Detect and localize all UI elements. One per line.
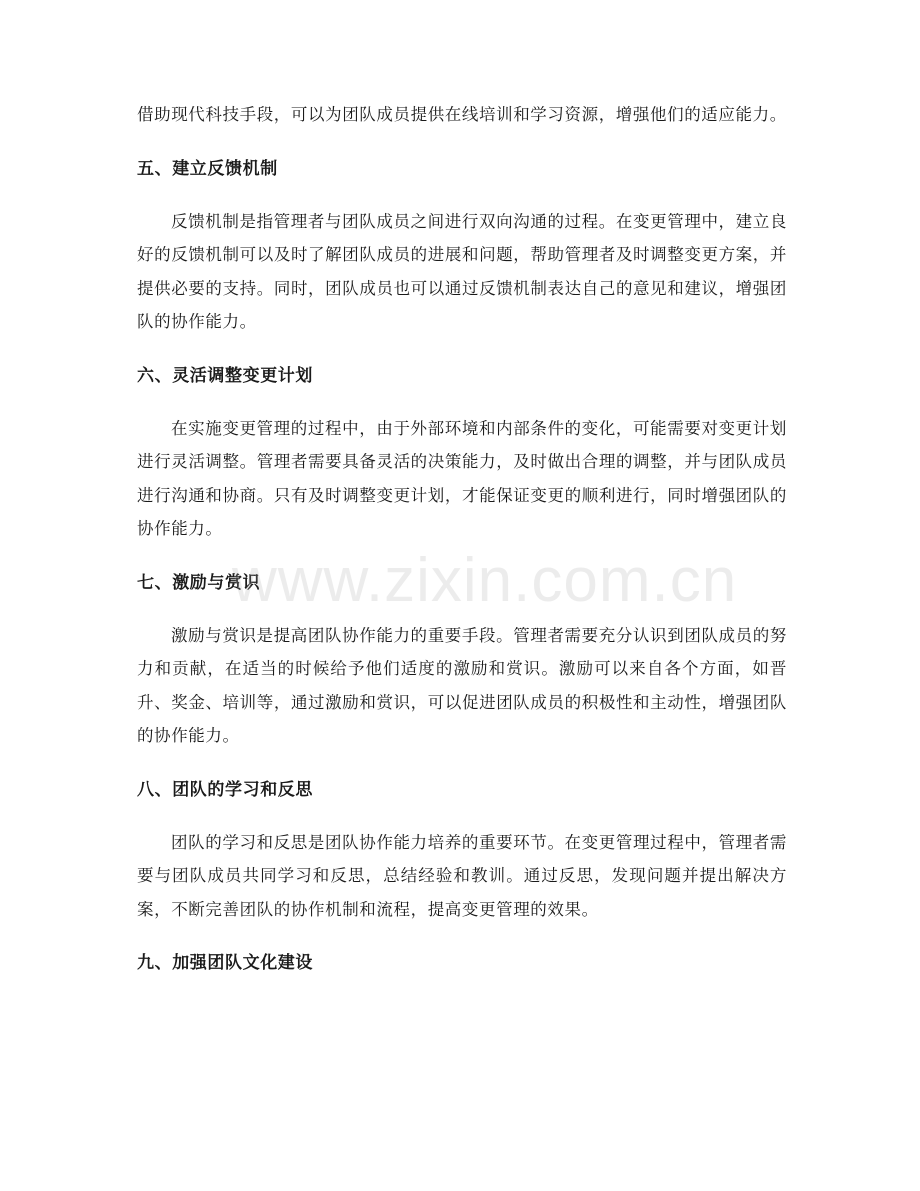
intro-paragraph: 借助现代科技手段，可以为团队成员提供在线培训和学习资源，增强他们的适应能力。 [137,105,787,124]
spacer [137,339,787,359]
section-heading-8: 八、团队的学习和反思 [137,779,313,800]
spacer [137,753,787,773]
section-body-6: 在实施变更管理的过程中，由于外部环境和内部条件的变化，可能需要对变更计划进行灵活调整。管理者需要具备灵活的决策能力，及时做出合理的调整，并与团队成员进行沟通和协商。只有及时调整变更计划，才能保证变更的顺利进行，同时增强团队的协作能力。 [137,418,787,538]
document-body [137,98,787,980]
spacer [137,600,787,619]
spacer [137,132,787,152]
spacer [137,186,787,205]
section-heading-9: 九、加强团队文化建设 [137,953,313,973]
watermark-text: www.zixin.com.cn [232,546,738,615]
spacer [137,926,787,946]
spacer [137,393,787,412]
section-heading-6: 六、灵活调整变更计划 [137,365,313,386]
section-body-5: 反馈机制是指管理者与团队成员之间进行双向沟通的过程。在变更管理中，建立良好的反馈机制可以及时了解团队成员的进展和问题，帮助管理者及时调整变更方案，并提供必要的支持。同时，团队成员也可以通过反馈机制表达自己的意见和建议，增强团队的协作能力。 [137,211,787,331]
spacer [137,807,787,826]
section-body-7: 激励与赏识是提高团队协作能力的重要手段。管理者需要充分认识到团队成员的努力和贡献，在适当的时候给予他们适度的激励和赏识。激励可以来自各个方面，如晋升、奖金、培训等，通过激励和赏识，可以促进团队成员的积极性和主动性，增强团队的协作能力。 [137,625,787,745]
section-body-8: 团队的学习和反思是团队协作能力培养的重要环节。在变更管理过程中，管理者需要与团队成员共同学习和反思，总结经验和教训。通过反思，发现问题并提出解决方案，不断完善团队的协作机制和流程，提高变更管理的效果。 [137,832,787,919]
spacer [137,546,787,566]
section-heading-5: 五、建立反馈机制 [137,158,278,179]
section-heading-7: 七、激励与赏识 [137,572,261,593]
